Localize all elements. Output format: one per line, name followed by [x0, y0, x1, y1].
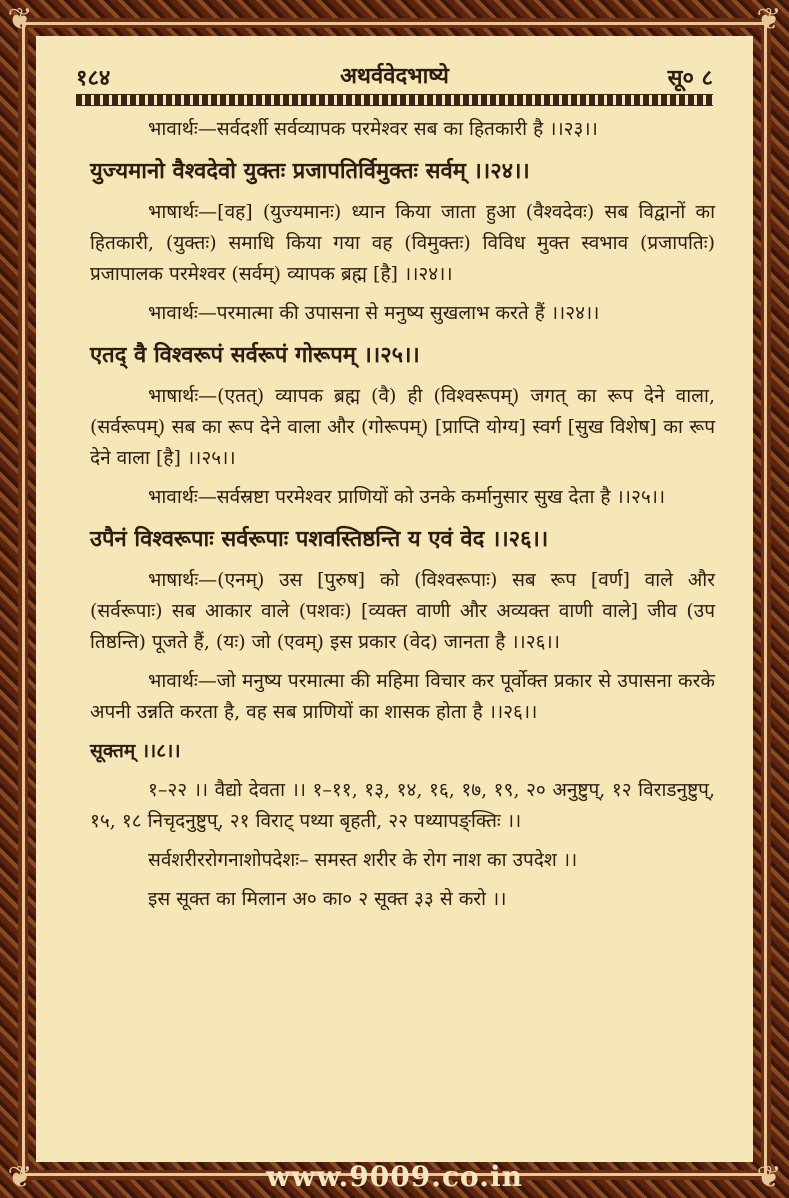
corner-ornament-icon: ❦ — [7, 2, 33, 37]
header-divider — [76, 94, 713, 106]
sukta-heading: सूक्तम् ।।८।। — [90, 740, 181, 762]
sukta-number: सू० ८ — [667, 65, 713, 91]
bhavartha-25: भावार्थः—सर्वस्रष्टा परमेश्वर प्राणियों को उनके कर्मानुसार सुख देता है ।।२५।। — [148, 486, 666, 508]
sukta-topic: सर्वशरीररोगनाशोपदेशः– समस्त शरीर के रोग नाश का उपदेश ।। — [148, 849, 578, 871]
page-content — [90, 114, 715, 923]
mantra-26: उपैनं विश्वरूपाः सर्वरूपाः पशवस्तिष्ठन्ति य एवं वेद ।।२६।। — [90, 526, 549, 552]
book-title: अथर्ववेदभाष्ये — [340, 63, 449, 89]
book-page — [36, 36, 753, 1162]
website-link[interactable]: www.9009.co.in — [266, 1160, 523, 1193]
bhavartha-24: भावार्थः—परमात्मा की उपासना से मनुष्य सुखलाभ करते हैं ।।२४।। — [148, 302, 600, 324]
page-number: १८४ — [76, 65, 111, 91]
bhasharth-25: भाषार्थः—(एतत्) व्यापक ब्रह्म (वै) ही (विश्वरूपम्) जगत् का रूप देने वाला, (सर्वरूपम्) सब का रूप देने वाला और (गोरूपम्) [प्राप्ति योग्य] स्वर्ग [सुख विशेष] का रूप देने वाला [है] ।।२५।। — [90, 385, 715, 469]
corner-ornament-icon: ❦ — [756, 1160, 782, 1195]
bhavartha-23: भावार्थः—सर्वदर्शी सर्वव्यापक परमेश्वर सब का हितकारी है ।।२३।। — [148, 118, 598, 140]
bhavartha-26: भावार्थः—जो मनुष्य परमात्मा की महिमा विचार कर पूर्वोक्त प्रकार से उपासना करके अपनी उन्नति करता है, वह सब प्राणियों का शासक होता है ।।२६।। — [90, 670, 715, 723]
mantra-24: युज्यमानो वैश्वदेवो युक्तः प्रजापतिर्विमुक्तः सर्वम् ।।२४।। — [90, 158, 530, 184]
bhasharth-24: भाषार्थः—[वह] (युज्यमानः) ध्यान किया जाता हुआ (वैश्वदेवः) सब विद्वानों का हितकारी, (युक्तः) समाधि किया गया वह (विमुक्तः) विविध मुक्त स्वभाव (प्रजापतिः) प्रजापालक परमेश्वर (सर्वम्) व्यापक ब्रह्म [है] ।।२४।। — [90, 201, 715, 285]
corner-ornament-icon: ❦ — [756, 2, 782, 37]
sukta-meta: १–२२ ।। वैद्यो देवता ।। १–११, १३, १४, १६, १७, १९, २० अनुष्टुप्, १२ विराडनुष्टुप्, १५, १८ निचृदनुष्टुप्, २१ विराट् पथ्या बृहती, २२ पथ्यापङ्क्तिः ।। — [90, 779, 715, 832]
page-header — [76, 56, 713, 92]
corner-ornament-icon: ❦ — [7, 1160, 33, 1195]
sukta-note: इस सूक्त का मिलान अ० का० २ सूक्त ३३ से करो ।। — [148, 888, 507, 910]
bhasharth-26: भाषार्थः—(एनम्) उस [पुरुष] को (विश्वरूपाः) सब रूप [वर्ण] वाले और (सर्वरूपाः) सब आकार वाले (पशवः) [व्यक्त वाणी और अव्यक्त वाणी वाले] जीव (उप तिष्ठन्ति) पूजते हैं, (यः) जो (एवम्) इस प्रकार (वेद) जानता है ।।२६।। — [90, 569, 715, 653]
mantra-25: एतद् वै विश्वरूपं सर्वरूपं गोरूपम् ।।२५।। — [90, 342, 420, 368]
